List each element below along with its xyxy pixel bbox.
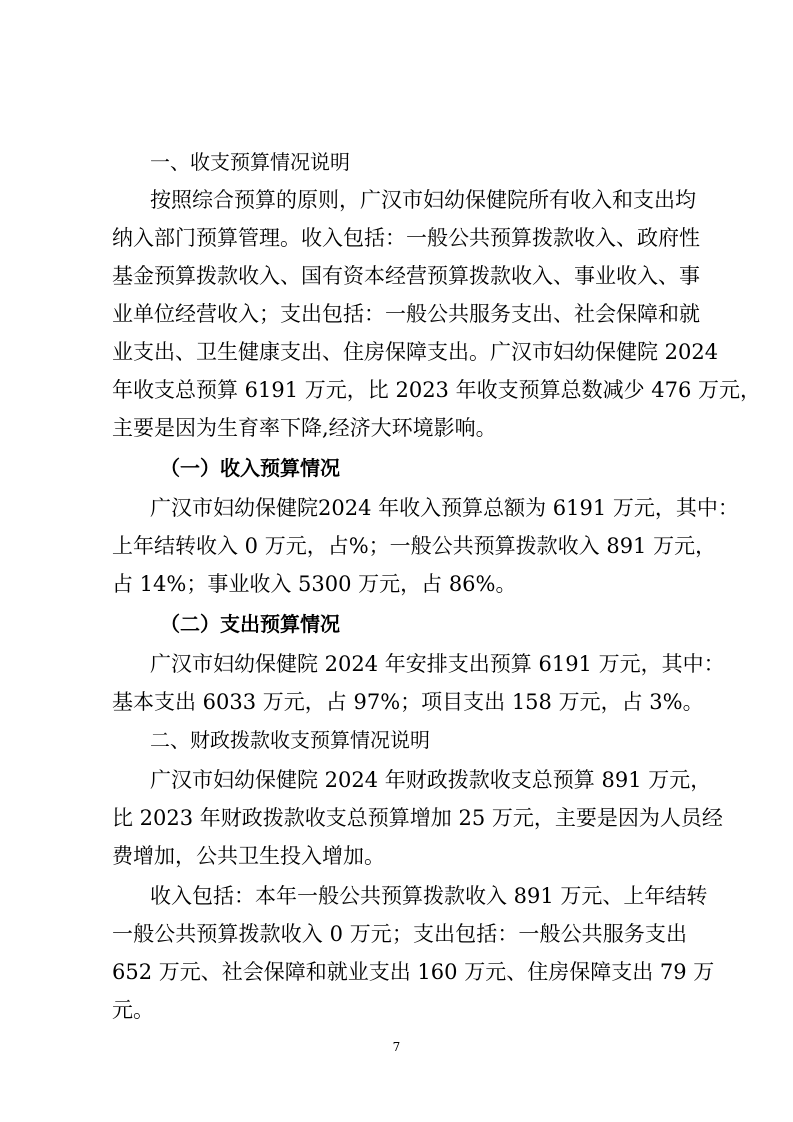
page-number: 7	[392, 1040, 401, 1054]
paragraph-line: 占 14%；事业收入 5300 万元，占 86%。	[112, 572, 517, 596]
paragraph-line: 广汉市妇幼保健院2024 年收入预算总额为 6191 万元，其中：	[150, 496, 739, 520]
paragraph-line: 一般公共预算拨款收入 0 万元；支出包括：一般公共服务支出	[112, 922, 687, 946]
paragraph-line: 基本支出 6033 万元，占 97%；项目支出 158 万元，占 3%。	[112, 690, 704, 714]
subsection-heading-expenditure: （二）支出预算情况	[160, 612, 340, 636]
paragraph-line: 纳入部门预算管理。收入包括：一般公共预算拨款收入、政府性	[112, 226, 700, 250]
paragraph-line: 年收支总预算 6191 万元，比 2023 年收支预算总数减少 476 万元，	[112, 378, 762, 402]
paragraph-line: 基金预算拨款收入、国有资本经营预算拨款收入、事业收入、事	[112, 264, 700, 288]
paragraph-line: 主要是因为生育率下降,经济大环境影响。	[112, 416, 497, 440]
subsection-heading-income: （一）收入预算情况	[160, 456, 340, 480]
paragraph-line: 业单位经营收入；支出包括：一般公共服务支出、社会保障和就	[112, 302, 700, 326]
paragraph-line: 收入包括：本年一般公共预算拨款收入 891 万元、上年结转	[150, 884, 708, 908]
paragraph-line: 比 2023 年财政拨款收支总预算增加 25 万元，主要是因为人员经	[112, 806, 723, 830]
section-heading-budget-overview: 一、收支预算情况说明	[150, 150, 350, 174]
paragraph-line: 业支出、卫生健康支出、住房保障支出。广汉市妇幼保健院 2024	[112, 340, 719, 364]
paragraph-line: 广汉市妇幼保健院 2024 年财政拨款收支总预算 891 万元，	[150, 768, 712, 792]
section-heading-fiscal-allocation: 二、财政拨款收支预算情况说明	[150, 728, 430, 752]
paragraph-line: 上年结转收入 0 万元，占%；一般公共预算拨款收入 891 万元，	[112, 534, 717, 558]
paragraph-line: 652 万元、社会保障和就业支出 160 万元、住房保障支出 79 万	[112, 960, 715, 984]
paragraph-line: 按照综合预算的原则，广汉市妇幼保健院所有收入和支出均	[150, 188, 696, 212]
paragraph-line: 费增加，公共卫生投入增加。	[112, 844, 385, 868]
paragraph-line: 元。	[112, 998, 154, 1022]
paragraph-line: 广汉市妇幼保健院 2024 年安排支出预算 6191 万元，其中：	[150, 652, 725, 676]
